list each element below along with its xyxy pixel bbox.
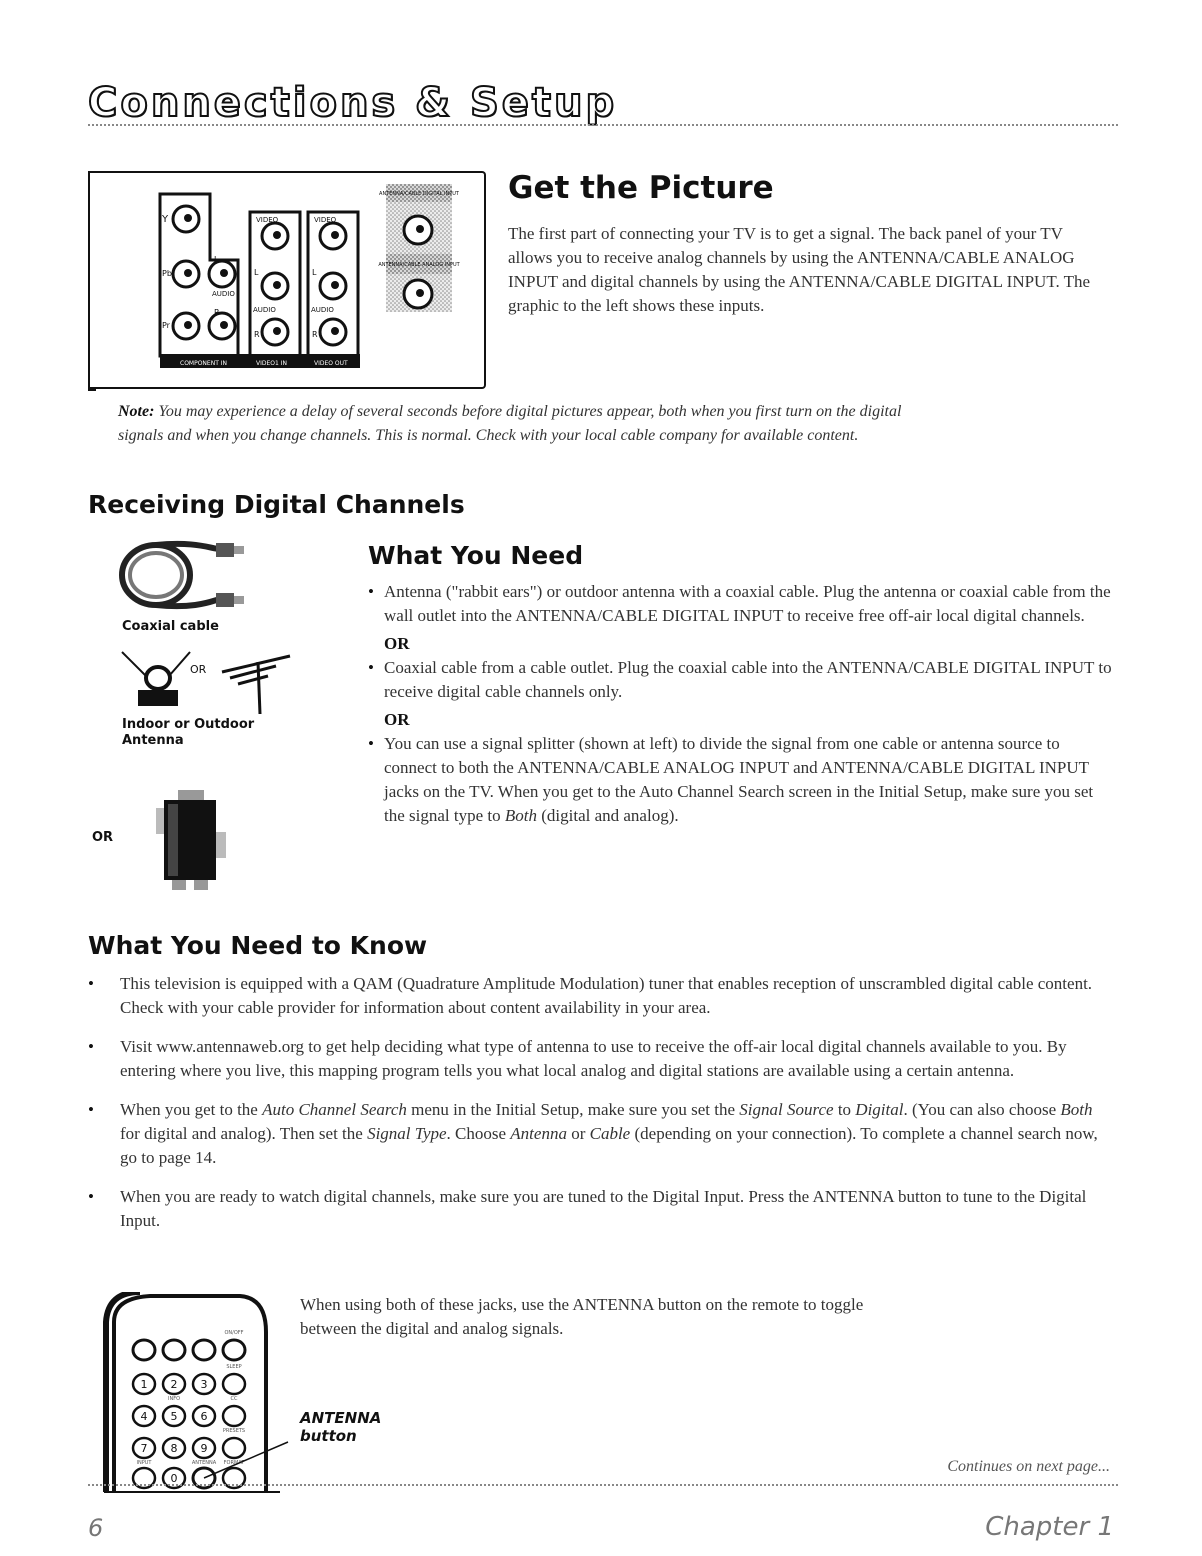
know-item-4: • When you are ready to watch digital channels, make sure you are tuned to the Digital Input. Press the ANTENNA button to tune to the Digital Input.: [88, 1185, 1113, 1233]
caption-coaxial-cable: Coaxial cable: [122, 619, 219, 634]
label-video-out: VIDEO OUT: [314, 360, 348, 367]
svg-text:3: 3: [200, 1378, 208, 1391]
svg-text:1: 1: [140, 1378, 148, 1391]
label-l3: L: [312, 268, 317, 277]
tv-back-panel-graphic: [150, 182, 460, 372]
label-pr: Pr: [162, 321, 170, 330]
svg-text:FORMAT: FORMAT: [223, 1460, 245, 1466]
caption-antenna-line2: Antenna: [122, 733, 184, 748]
note-text: You may experience a delay of several seconds before digital pictures appear, both when you first turn on the digital signals and when you change channels. This is normal. Check with your local cable company for available content.: [118, 403, 902, 444]
antenna-button-label-line2: button: [300, 1427, 357, 1445]
svg-text:INFO: INFO: [167, 1396, 181, 1402]
know-item-3: • When you get to the Auto Channel Search menu in the Initial Setup, make sure you set the Signal Source to Digital. (You can also choose Both for digital and analog). Then set the Signal Type. Choose Antenna or Cable (depending on your connection). To complete a channel search now, go to page 14.: [88, 1098, 1113, 1170]
need-or-1: OR: [384, 634, 410, 653]
panel-frame-left: [88, 171, 96, 391]
svg-text:0: 0: [170, 1472, 178, 1485]
header-rule: [88, 124, 1118, 126]
label-r2: R: [254, 330, 260, 339]
note-paragraph: [118, 400, 918, 448]
label-antenna-digital: ANTENNA/CABLE DIGITAL INPUT: [379, 191, 459, 197]
rabbit-ears-icon: [122, 652, 190, 706]
footer-rule: [88, 1484, 1118, 1486]
caption-antenna-line1: Indoor or Outdoor: [122, 717, 255, 732]
label-r3: R: [312, 330, 318, 339]
label-antenna-analog: ANTENNA/CABLE ANALOG INPUT: [378, 262, 460, 268]
svg-text:8: 8: [170, 1442, 178, 1455]
label-l1: L: [214, 255, 219, 264]
svg-text:ANTENNA: ANTENNA: [191, 1460, 217, 1466]
svg-text:7: 7: [140, 1442, 148, 1455]
svg-text:PRESETS: PRESETS: [222, 1428, 246, 1434]
label-r1: R: [214, 308, 220, 317]
antenna-icons: [118, 648, 298, 716]
note-label: Note:: [118, 403, 155, 420]
caption-or-left: OR: [92, 830, 114, 845]
label-audio3: AUDIO: [311, 306, 334, 314]
svg-text:6: 6: [200, 1410, 208, 1423]
coaxial-cable-icon: [116, 535, 248, 615]
need-or-2: OR: [384, 710, 410, 729]
label-video1: VIDEO: [256, 216, 279, 224]
antenna-button-label-line1: ANTENNA: [300, 1409, 382, 1427]
chapter-label: Chapter 1: [985, 1512, 1114, 1542]
label-video1-in: VIDEO1 IN: [256, 360, 287, 367]
get-picture-title: Get the Picture: [508, 170, 774, 206]
antenna-button-label: [300, 1409, 381, 1445]
need-item-2: • Coaxial cable from a cable outlet. Plug the coaxial cable into the ANTENNA/CABLE DIGITAL INPUT to receive digital cable channels only.: [368, 656, 1113, 704]
continues-note: Continues on next page...: [947, 1458, 1110, 1475]
what-you-need-to-know-title: What You Need to Know: [88, 931, 428, 960]
caption-or-icon: OR: [190, 663, 207, 676]
signal-splitter-icon: [142, 788, 238, 892]
need-item-1: • Antenna ("rabbit ears") or outdoor antenna with a coaxial cable. Plug the antenna or coaxial cable from the wall outlet into the ANTENNA/CABLE DIGITAL INPUT to receive free off-air local digital channels.: [368, 580, 1113, 628]
svg-text:2: 2: [170, 1378, 178, 1391]
receiving-title: Receiving Digital Channels: [88, 490, 465, 519]
need-item-3: • You can use a signal splitter (shown at left) to divide the signal from one cable or antenna source to connect to both the ANTENNA/CABLE ANALOG INPUT and ANTENNA/CABLE DIGITAL INPUT jacks on the TV. When you get to the Auto Channel Search screen in the Initial Setup, make sure you set the signal type to Both (digital and analog).: [368, 732, 1113, 828]
svg-text:4: 4: [140, 1410, 148, 1423]
label-y: Y: [162, 214, 169, 225]
what-you-need-list: [368, 580, 1113, 828]
label-pb: Pb: [162, 269, 172, 278]
svg-text:SLEEP: SLEEP: [226, 1364, 242, 1370]
svg-text:9: 9: [200, 1442, 208, 1455]
label-video2: VIDEO: [314, 216, 337, 224]
know-item-1: • This television is equipped with a QAM (Quadrature Amplitude Modulation) tuner that enables reception of unscrambled digital cable content. Check with your cable provider for information about content availability in your area.: [88, 972, 1113, 1020]
label-audio1: AUDIO: [212, 290, 235, 298]
remote-control-graphic: [100, 1292, 296, 1494]
svg-text:CC: CC: [230, 1396, 238, 1402]
svg-text:ON/OFF: ON/OFF: [224, 1330, 244, 1336]
label-component-in: COMPONENT IN: [180, 360, 228, 367]
section-header-title: Connections & Setup: [88, 80, 618, 126]
label-audio2: AUDIO: [253, 306, 276, 314]
know-list: [88, 972, 1113, 1248]
svg-text:INPUT: INPUT: [136, 1460, 152, 1466]
svg-text:5: 5: [170, 1410, 178, 1423]
outdoor-antenna-icon: [222, 656, 290, 714]
label-l2: L: [254, 268, 259, 277]
page-number: 6: [88, 1514, 104, 1542]
what-you-need-title: What You Need: [368, 541, 584, 570]
know-item-2: • Visit www.antennaweb.org to get help deciding what type of antenna to use to receive the off-air local digital channels available to you. By entering where you live, this mapping program tells you what local analog and digital stations are available using a certain antenna.: [88, 1035, 1113, 1083]
get-picture-body: The first part of connecting your TV is to get a signal. The back panel of your TV allows you to receive analog channels by using the ANTENNA/CABLE ANALOG INPUT and digital channels by using the ANTENNA/CABLE DIGITAL INPUT. The graphic to the left shows these inputs.: [508, 224, 1091, 315]
remote-description: When using both of these jacks, use the ANTENNA button on the remote to toggle between the digital and analog signals.: [300, 1295, 864, 1338]
